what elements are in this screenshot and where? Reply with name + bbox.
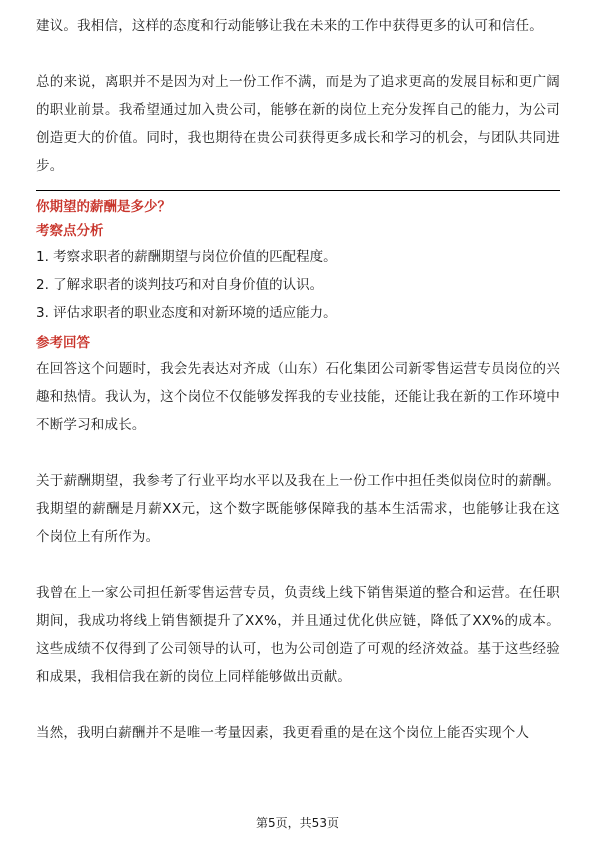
- answer-paragraph-2: 关于薪酬期望，我参考了行业平均水平以及我在上一份工作中担任类似岗位时的薪酬。我期望的薪酬是月薪XX元，这个数字既能够保障我的基本生活需求，也能够让我在这个岗位上有所作为。: [36, 473, 560, 545]
- analysis-item-1: 1. 考察求职者的薪酬期望与岗位价值的匹配程度。: [36, 249, 337, 265]
- paragraph-gap: [36, 439, 560, 467]
- paragraph-gap: [36, 551, 560, 579]
- analysis-item-2: 2. 了解求职者的谈判技巧和对自身价值的认识。: [36, 277, 324, 293]
- analysis-heading: 考察点分析: [36, 223, 104, 239]
- section-divider: [36, 190, 560, 191]
- analysis-list: [36, 243, 560, 327]
- page-content: [36, 12, 560, 747]
- paragraph-gap: [36, 40, 560, 68]
- page-number: 第5页，共53页: [256, 816, 339, 830]
- intro-paragraph-1: 建议。我相信，这样的态度和行动能够让我在未来的工作中获得更多的认可和信任。: [36, 18, 543, 34]
- paragraph-gap: [36, 691, 560, 719]
- answer-paragraph-3: 我曾在上一家公司担任新零售运营专员，负责线上线下销售渠道的整合和运营。在任职期间，我成功将线上销售额提升了XX%，并且通过优化供应链，降低了XX%的成本。这些成绩不仅得到了公司领导的认可，也为公司创造了可观的经济效益。基于这些经验和成果，我相信我在新的岗位上同样能够做出贡献。: [36, 585, 560, 685]
- answer-heading: 参考回答: [36, 335, 90, 351]
- answer-paragraph-1: 在回答这个问题时，我会先表达对齐成（山东）石化集团公司新零售运营专员岗位的兴趣和热情。我认为，这个岗位不仅能够发挥我的专业技能，还能让我在新的工作环境中不断学习和成长。: [36, 361, 560, 433]
- intro-paragraph-2: 总的来说，离职并不是因为对上一份工作不满，而是为了追求更高的发展目标和更广阔的职业前景。我希望通过加入贵公司，能够在新的岗位上充分发挥自己的能力，为公司创造更大的价值。同时，我也期待在贵公司获得更多成长和学习的机会，与团队共同进步。: [36, 74, 560, 174]
- answer-paragraph-4: 当然，我明白薪酬并不是唯一考量因素，我更看重的是在这个岗位上能否实现个人: [36, 725, 530, 741]
- question-heading: 你期望的薪酬是多少？: [36, 199, 171, 215]
- analysis-item-3: 3. 评估求职者的职业态度和对新环境的适应能力。: [36, 305, 337, 321]
